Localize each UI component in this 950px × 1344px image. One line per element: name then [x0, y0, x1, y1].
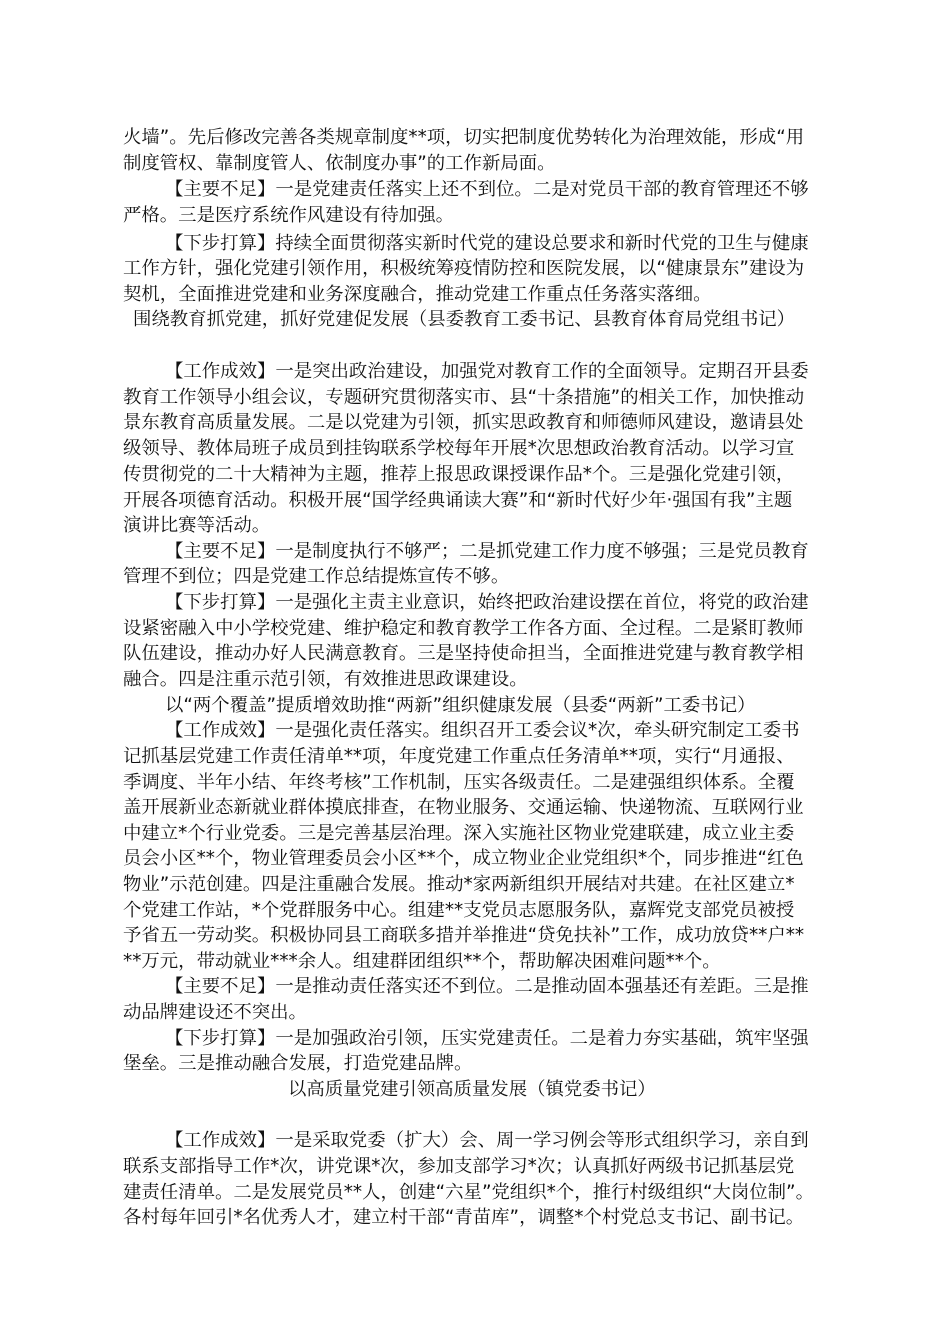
text-line: 【主要不足】一是制度执行不够严；二是抓党建工作力度不够强；三是党员教育	[165, 541, 809, 562]
text-line: 【主要不足】一是党建责任落实上还不到位。二是对党员干部的教育管理还不够	[165, 179, 809, 200]
text-line: 【工作成效】一是突出政治建设，加强党对教育工作的全面领导。定期召开县委	[165, 361, 809, 382]
text-line: 中建立*个行业党委。三是完善基层治理。深入实施社区物业党建联建，成立业主委	[123, 823, 795, 844]
text-line: 火墙”。先后修改完善各类规章制度**项，切实把制度优势转化为治理效能，形成“用	[123, 127, 805, 148]
text-line: 制度管权、靠制度管人、依制度办事”的工作新局面。	[123, 153, 556, 174]
text-line: 堡垒。三是推动融合发展，打造党建品牌。	[123, 1053, 473, 1074]
text-line: 工作方针，强化党建引领作用，积极统筹疫情防控和医院发展，以“健康景东”建设为	[123, 258, 805, 279]
text-line: 【下步打算】持续全面贯彻落实新时代党的建设总要求和新时代党的卫生与健康	[165, 233, 809, 254]
section-heading: 以高质量党建引领高质量发展（镇党委书记）	[288, 1079, 656, 1100]
text-line: 【下步打算】一是强化主责主业意识，始终把政治建设摆在首位，将党的政治建	[165, 592, 809, 613]
text-line: 景东教育高质量发展。二是以党建为引领，抓实思政教育和师德师风建设，邀请县处	[123, 412, 804, 433]
text-line: 契机，全面推进党建和业务深度融合，推动党建工作重点任务落实落细。	[123, 284, 712, 305]
text-line: 严格。三是医疗系统作风建设有待加强。	[123, 205, 455, 226]
text-line: 季调度、半年小结、年终考核”工作机制，压实各级责任。二是建强组织体系。全覆	[123, 772, 795, 793]
text-line: 开展各项德育活动。积极开展“国学经典诵读大赛”和“新时代好少年·强国有我”主题	[123, 490, 793, 511]
text-line: 予省五一劳动奖。积极协同县工商联多措并举推进“贷免扶补”工作，成功放贷**户**	[123, 925, 805, 946]
text-line: 教育工作领导小组会议，专题研究贯彻落实市、县“十条措施”的相关工作，加快推动	[123, 387, 805, 408]
text-line: 【工作成效】一是采取党委（扩大）会、周一学习例会等形式组织学习，亲自到	[165, 1130, 809, 1151]
text-line: 【下步打算】一是加强政治引领，压实党建责任。二是着力夯实基础，筑牢坚强	[165, 1028, 809, 1049]
text-line: 设紧密融入中小学校党建、维护稳定和教育教学工作各方面、全过程。二是紧盯教师	[123, 618, 804, 639]
text-line: 建责任清单。二是发展党员**人，创建“六星”党组织*个，推行村级组织“大岗位制”。	[123, 1182, 814, 1203]
section-heading: 以“两个覆盖”提质增效助推“两新”组织健康发展（县委“两新”工委书记）	[165, 695, 756, 716]
text-line: 记抓基层党建工作责任清单**项，年度党建工作重点任务清单**项，实行“月通报、	[123, 746, 795, 767]
text-line: 传贯彻党的二十大精神为主题，推荐上报思政课授课作品*个。三是强化党建引领，	[123, 464, 795, 485]
text-line: 管理不到位；四是党建工作总结提炼宣传不够。	[123, 566, 510, 587]
text-line: 【工作成效】一是强化责任落实。组织召开工委会议*次，牵头研究制定工委书	[165, 720, 800, 741]
text-line: 融合。四是注重示范引领，有效推进思政课建设。	[123, 669, 528, 690]
text-line: 个党建工作站，*个党群服务中心。组建**支党员志愿服务队，嘉辉党支部党员被授	[123, 900, 795, 921]
text-line: 物业”示范创建。四是注重融合发展。推动*家两新组织开展结对共建。在社区建立*	[123, 874, 795, 895]
text-line: 员会小区**个，物业管理委员会小区**个，成立物业企业党组织*个，同步推进“红色	[123, 848, 804, 869]
text-line: **万元，带动就业***余人。组建群团组织**个，帮助解决困难问题**个。	[123, 951, 721, 972]
text-line: 动品牌建设还不突出。	[123, 1002, 307, 1023]
text-line: 级领导、教体局班子成员到挂钩联系学校每年开展*次思想政治教育活动。以学习宣	[123, 438, 795, 459]
text-line: 【主要不足】一是推动责任落实还不到位。二是推动固本强基还有差距。三是推	[165, 976, 809, 997]
text-line: 演讲比赛等活动。	[123, 515, 271, 536]
text-line: 各村每年回引*名优秀人才，建立村干部“青苗库”，调整*个村党总支书记、副书记。	[123, 1207, 805, 1228]
text-line: 联系支部指导工作*次，讲党课*次，参加支部学习*次；认真抓好两级书记抓基层党	[123, 1156, 795, 1177]
text-line: 队伍建设，推动办好人民满意教育。三是坚持使命担当，全面推进党建与教育教学相	[123, 643, 804, 664]
text-line: 盖开展新业态新就业群体摸底排查，在物业服务、交通运输、快递物流、互联网行业	[123, 797, 804, 818]
section-heading: 围绕教育抓党建，抓好党建促发展（县委教育工委书记、县教育体育局党组书记）	[133, 309, 796, 330]
